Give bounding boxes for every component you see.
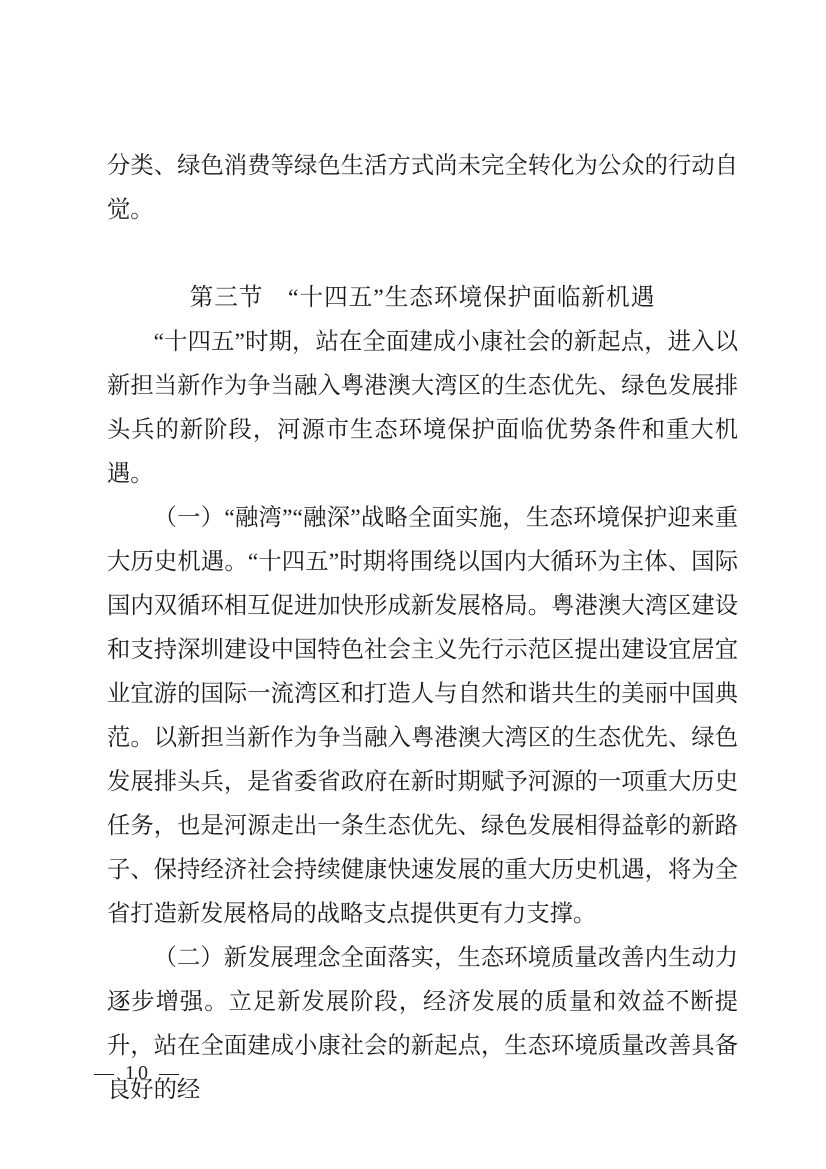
paragraph-item-1 <box>107 496 738 936</box>
paragraph-item-2-lead: （二）新发展理念全面落实，生态环境质量改善内生动力逐步增强。 <box>107 945 738 1015</box>
paragraph-item-1-lead: （一）“融湾”“融深”战略全面实施，生态环境保护迎来重大历史机遇。 <box>107 505 738 575</box>
paragraph-item-1-text: “十四五”时期将围绕以国内大循环为主体、国际国内双循环相互促进加快形成新发展格局。粤港澳大湾区建设和支持深圳建设中国特色社会主义先行示范区提出建设宜居宜业宜游的国际一流湾区和打造人与自然和谐共生的美丽中国典范。以新担当新作为争当融入粤港澳大湾区的生态优先、绿色发展排头兵，是省委省政府在新时期赋予河源的一项重大历史任务，也是河源走出一条生态优先、绿色发展相得益彰的新路子、保持经济社会持续健康快速发展的重大历史机遇，将为全省打造新发展格局的战略支点提供更有力支撑。 <box>107 549 739 927</box>
document-body <box>107 144 738 1112</box>
page-number: — 10 — <box>94 1062 182 1084</box>
section-heading: 第三节 “十四五”生态环境保护面临新机遇 <box>189 285 656 311</box>
paragraph-continuation: 分类、绿色消费等绿色生活方式尚未完全转化为公众的行动自觉。 <box>107 153 738 223</box>
paragraph-item-2-text: 立足新发展阶段，经济发展的质量和效益不断提升，站在全面建成小康社会的新起点，生态环境质量改善具备良好的经 <box>107 989 739 1103</box>
paragraph-overview: “十四五”时期，站在全面建成小康社会的新起点，进入以新担当新作为争当融入粤港澳大湾区的生态优先、绿色发展排头兵的新阶段，河源市生态环境保护面临优势条件和重大机遇。 <box>107 329 738 487</box>
paragraph-item-2 <box>107 936 738 1112</box>
